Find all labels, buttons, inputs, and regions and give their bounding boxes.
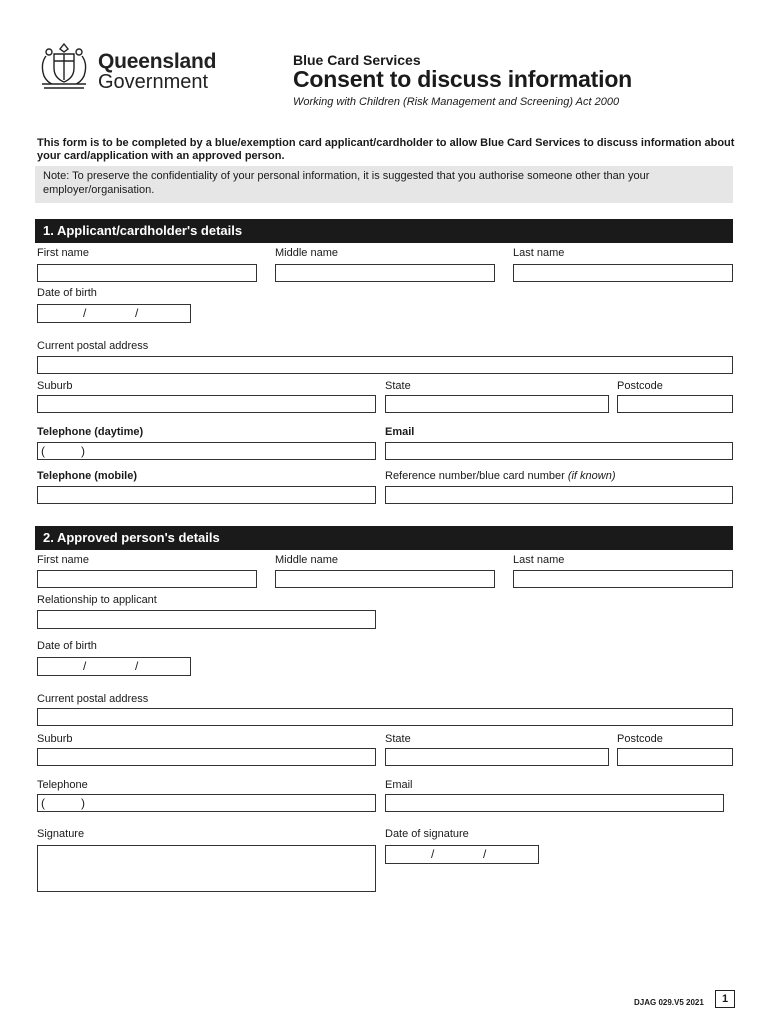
s2-dob-label: Date of birth: [37, 640, 97, 652]
s2-signature-label: Signature: [37, 828, 85, 840]
s2-relationship-input[interactable]: [37, 610, 376, 629]
form-title: Consent to discuss information: [293, 66, 633, 92]
s1-telephone-daytime-input[interactable]: [37, 442, 376, 460]
s1-state-label: State: [385, 380, 411, 392]
s1-reference-label: Reference number/blue card number (if known): [385, 470, 616, 482]
s1-middle-name-label: Middle name: [275, 247, 338, 259]
s1-middle-name-input[interactable]: [275, 264, 495, 282]
s2-middle-name-label: Middle name: [275, 554, 338, 566]
s2-first-name-label: First name: [37, 554, 89, 566]
s2-suburb-input[interactable]: [37, 748, 376, 766]
s1-postcode-label: Postcode: [617, 380, 663, 392]
s1-postal-address-label: Current postal address: [37, 340, 149, 352]
s1-postcode-input[interactable]: [617, 395, 733, 413]
s1-telephone-mobile-input[interactable]: [37, 486, 376, 504]
s1-last-name-input[interactable]: [513, 264, 733, 282]
s1-email-input[interactable]: [385, 442, 733, 460]
s2-suburb-label: Suburb: [37, 733, 73, 745]
date-separator: /: [83, 659, 87, 673]
date-separator: /: [483, 847, 487, 861]
s1-dob-input[interactable]: [37, 304, 191, 323]
s2-state-input[interactable]: [385, 748, 609, 766]
s1-reference-input[interactable]: [385, 486, 733, 504]
intro-text: This form is to be completed by a blue/exemption card applicant/cardholder to allow Blue Card Services to discuss information about your card/application with an approved person.: [37, 137, 735, 162]
s2-middle-name-input[interactable]: [275, 570, 495, 588]
logo-wordmark-queensland: Queensland: [98, 50, 217, 73]
s2-postal-address-input[interactable]: [37, 708, 733, 726]
section-1-header: 1. Applicant/cardholder's details: [35, 219, 733, 243]
area-code-close-paren: ): [81, 796, 85, 810]
s2-telephone-label: Telephone: [37, 779, 88, 791]
s1-reference-hint: (if known): [567, 470, 616, 482]
s1-first-name-input[interactable]: [37, 264, 257, 282]
area-code-open-paren: (: [41, 444, 45, 458]
s1-suburb-input[interactable]: [37, 395, 376, 413]
s2-postal-address-label: Current postal address: [37, 693, 149, 705]
date-separator: /: [135, 306, 139, 320]
s2-postcode-input[interactable]: [617, 748, 733, 766]
queensland-crest-icon: [36, 40, 92, 92]
s1-telephone-daytime-label: Telephone (daytime): [37, 426, 144, 438]
s2-signature-box[interactable]: [37, 845, 376, 892]
s2-signature-date-label: Date of signature: [385, 828, 469, 840]
s1-last-name-label: Last name: [513, 247, 565, 259]
s1-first-name-label: First name: [37, 247, 89, 259]
s2-dob-input[interactable]: [37, 657, 191, 676]
s2-email-input[interactable]: [385, 794, 724, 812]
s2-telephone-input[interactable]: [37, 794, 376, 812]
logo-wordmark-government: Government: [98, 71, 209, 93]
s2-postcode-label: Postcode: [617, 733, 663, 745]
s1-postal-address-input[interactable]: [37, 356, 733, 374]
s2-first-name-input[interactable]: [37, 570, 257, 588]
s2-last-name-input[interactable]: [513, 570, 733, 588]
s1-telephone-mobile-label: Telephone (mobile): [37, 470, 138, 482]
date-separator: /: [431, 847, 435, 861]
s2-state-label: State: [385, 733, 411, 745]
confidentiality-note: Note: To preserve the confidentiality of your personal information, it is suggested that you authorise someone other than your employer/organisation.: [35, 166, 733, 203]
form-code: DJAG 029.V5 2021: [634, 998, 704, 1007]
s2-email-label: Email: [385, 779, 413, 791]
s2-signature-date-input[interactable]: [385, 845, 539, 864]
date-separator: /: [135, 659, 139, 673]
page-number: 1: [715, 990, 735, 1008]
s1-suburb-label: Suburb: [37, 380, 73, 392]
s2-relationship-label: Relationship to applicant: [37, 594, 157, 606]
area-code-open-paren: (: [41, 796, 45, 810]
s2-last-name-label: Last name: [513, 554, 565, 566]
date-separator: /: [83, 306, 87, 320]
department-name: Blue Card Services: [293, 52, 421, 68]
s1-dob-label: Date of birth: [37, 287, 97, 299]
s1-email-label: Email: [385, 426, 415, 438]
legislation-reference: Working with Children (Risk Management and Screening) Act 2000: [293, 96, 620, 108]
area-code-close-paren: ): [81, 444, 85, 458]
s1-state-input[interactable]: [385, 395, 609, 413]
section-2-header: 2. Approved person's details: [35, 526, 733, 550]
